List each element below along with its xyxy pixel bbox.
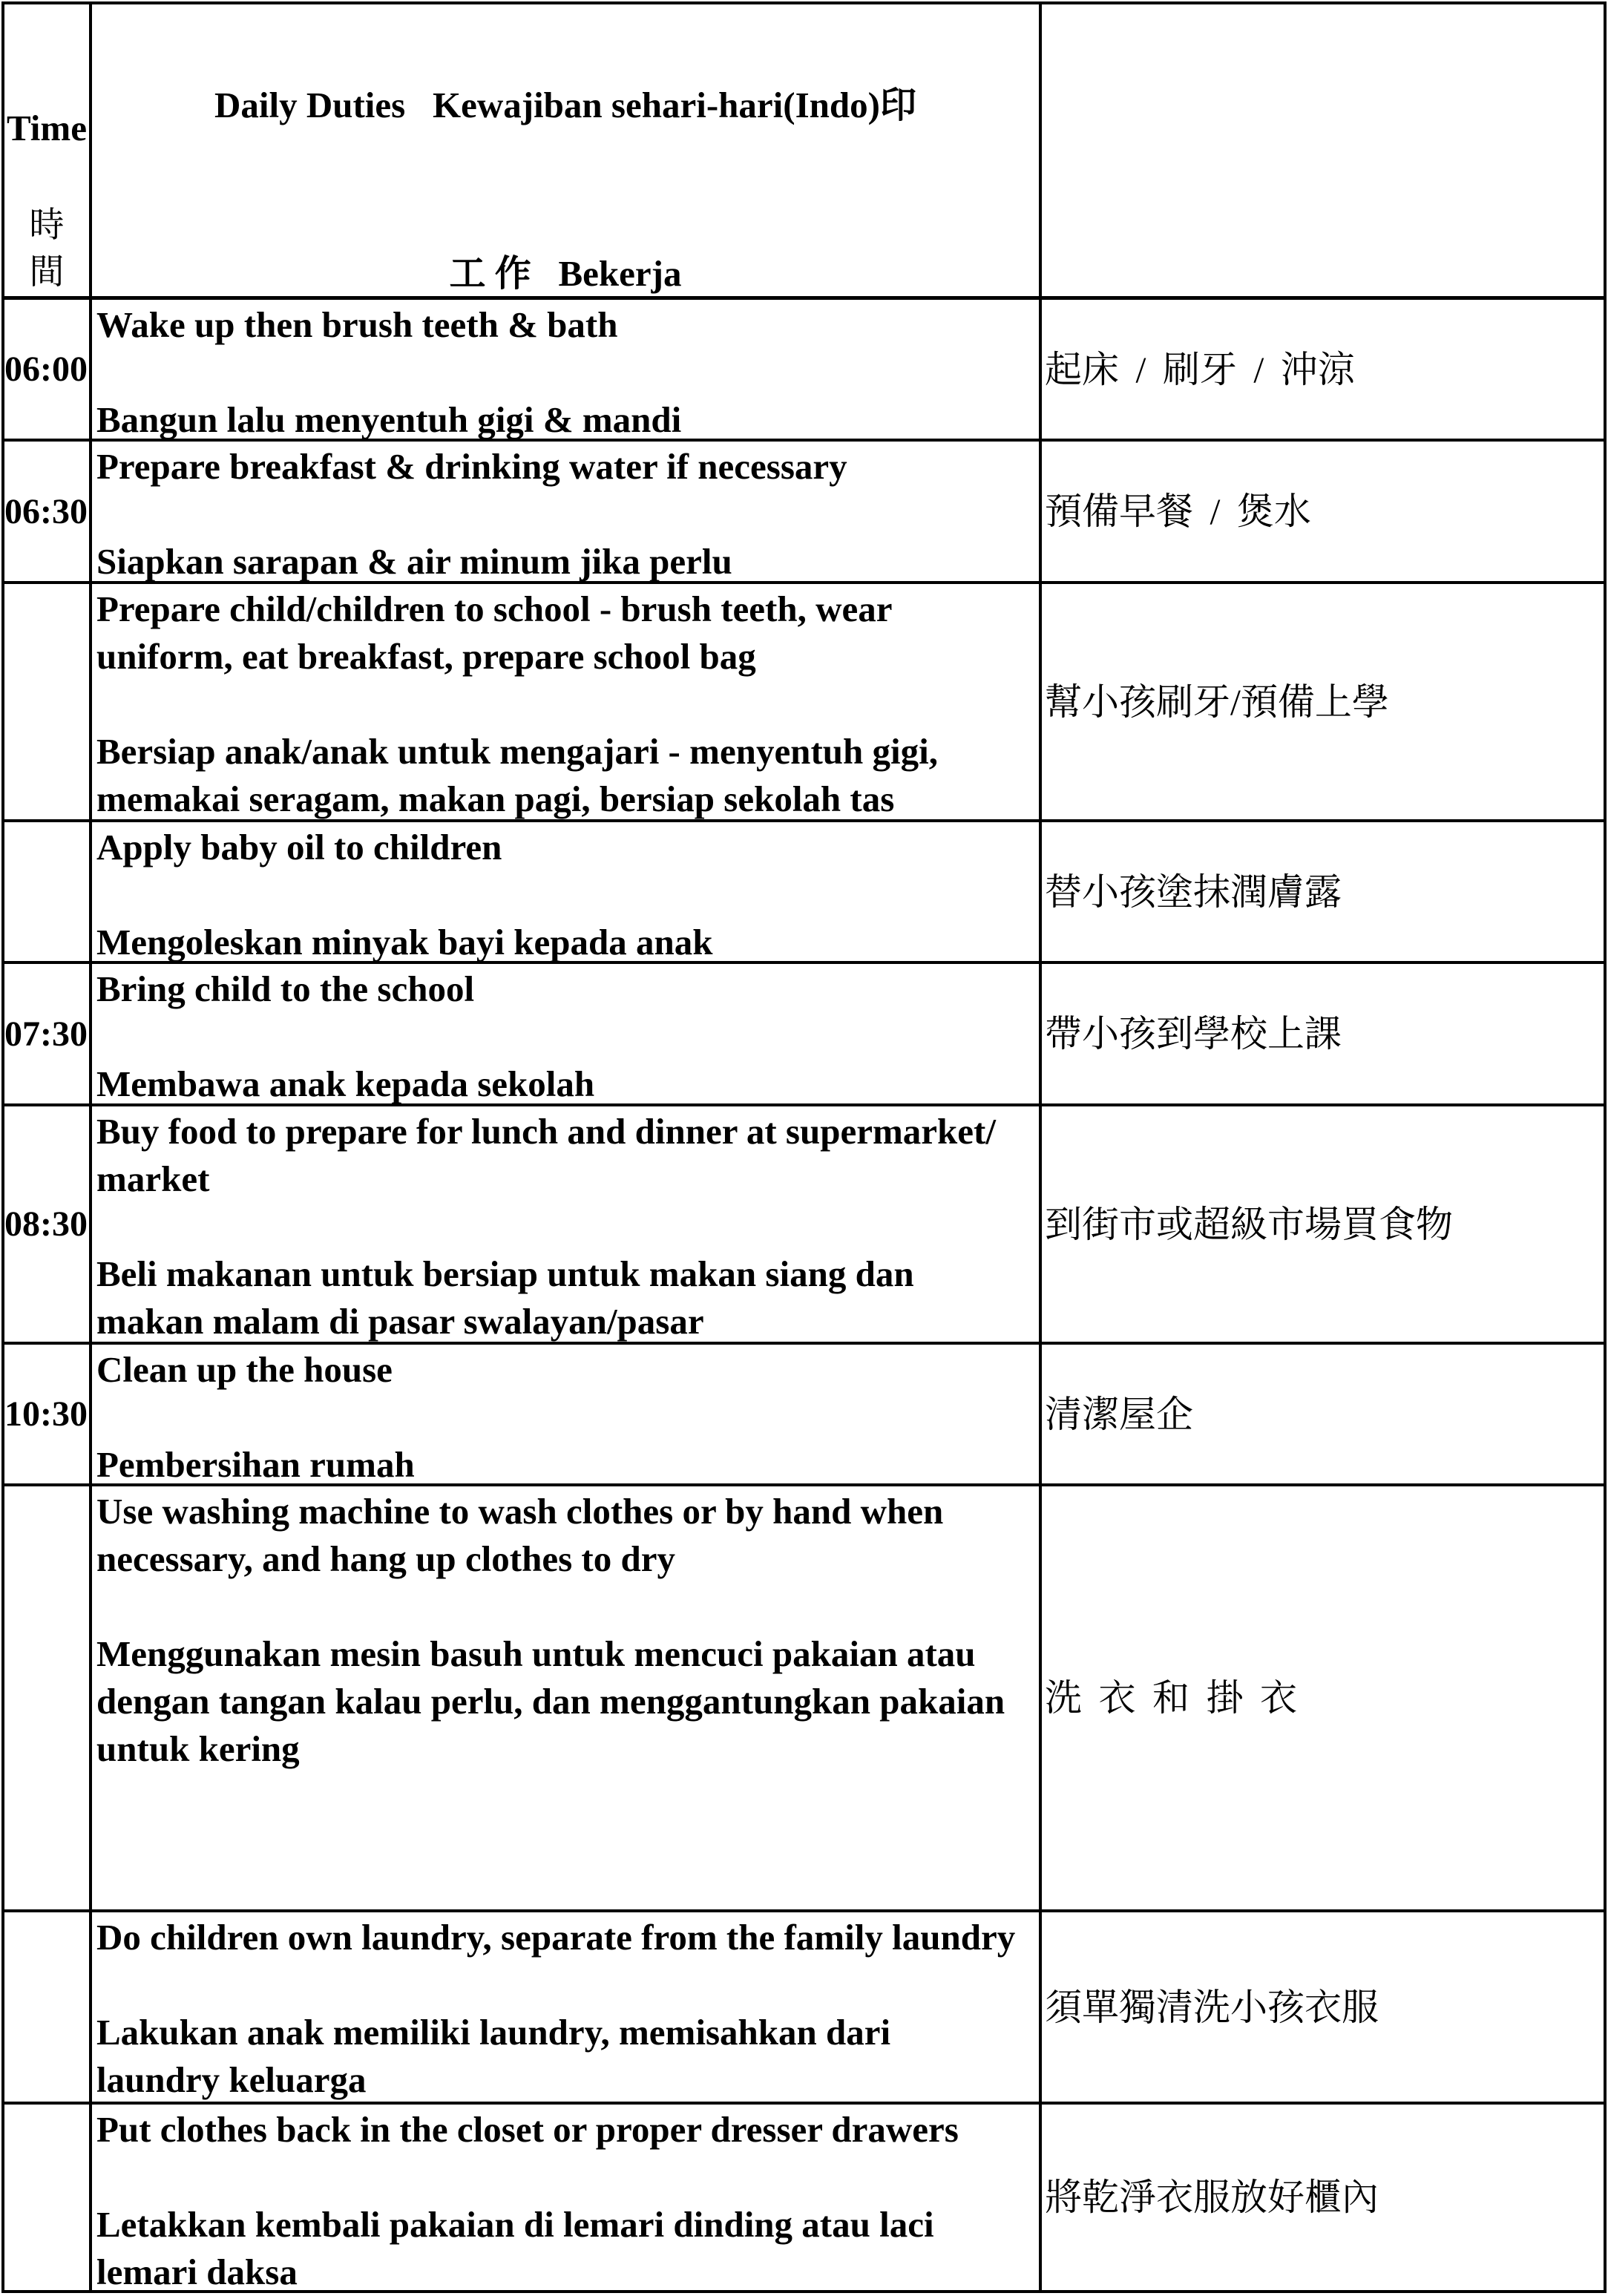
- chinese-cell: [1042, 822, 1607, 964]
- duty-english-line: Put clothes back in the closet or proper dresser drawers: [96, 2109, 959, 2150]
- duty-cell: [92, 822, 1042, 964]
- duty-chinese: 幫小孩刷牙/預備上學: [1045, 680, 1389, 723]
- duty-indonesian-line: Bangun lalu menyentuh gigi & mandi: [96, 399, 682, 440]
- duty-cell: [92, 584, 1042, 822]
- time-cell: [4, 1345, 92, 1486]
- duty-english-line: Bring child to the school: [96, 968, 475, 1009]
- chinese-cell: [1042, 1486, 1607, 1912]
- duty-indonesian-line: Bersiap anak/anak untuk mengajari - menyentuh gigi,: [96, 731, 938, 772]
- time-value: 06:30: [4, 491, 88, 531]
- duty-cell: [92, 1345, 1042, 1486]
- time-cell: [4, 822, 92, 964]
- chinese-cell: [1042, 964, 1607, 1106]
- duty-english-line: Prepare child/children to school - brush teeth, wear: [96, 588, 893, 629]
- time-cell: [4, 584, 92, 822]
- time-cell: [4, 2105, 92, 2293]
- duty-indonesian-line: Letakkan kembali pakaian di lemari dinding atau laci: [96, 2204, 934, 2245]
- duty-english-line: Wake up then brush teeth & bath: [96, 304, 618, 345]
- chinese-cell: [1042, 442, 1607, 584]
- duty-indonesian-line: makan malam di pasar swalayan/pasar: [96, 1301, 704, 1342]
- duty-indonesian-line: dengan tangan kalau perlu, dan menggantungkan pakaian: [96, 1681, 1005, 1722]
- chinese-cell: [1042, 584, 1607, 822]
- duty-cell: [92, 1106, 1042, 1345]
- duty-indonesian-line: lemari daksa: [96, 2251, 298, 2292]
- time-header-zh-char: 時: [29, 206, 65, 245]
- duty-cell: [92, 1912, 1042, 2105]
- time-cell: [4, 1912, 92, 2105]
- duties-header-title: Daily Duties Kewajiban sehari-hari(Indo)印: [214, 85, 916, 125]
- header-time-cell: [4, 4, 92, 300]
- duties-header-subtitle: 工 作 Bekerja: [449, 253, 682, 294]
- duty-indonesian-line: Lakukan anak memiliki laundry, memisahkan dari: [96, 2012, 891, 2053]
- chinese-cell: [1042, 300, 1607, 442]
- duty-indonesian-line: Mengoleskan minyak bayi kepada anak: [96, 922, 713, 962]
- time-value: 07:30: [4, 1014, 88, 1054]
- duty-chinese: 到街市或超級市場買食物: [1045, 1203, 1453, 1245]
- chinese-cell: [1042, 1345, 1607, 1486]
- duty-chinese: 起床 / 刷牙 / 沖涼: [1045, 348, 1355, 390]
- duty-indonesian-line: Siapkan sarapan & air minum jika perlu: [96, 541, 732, 582]
- duty-chinese: 帶小孩到學校上課: [1045, 1013, 1342, 1054]
- duty-chinese: 預備早餐 / 煲水: [1045, 491, 1311, 532]
- header-duties-cell: [92, 4, 1042, 300]
- duty-indonesian-line: Menggunakan mesin basuh untuk mencuci pakaian atau: [96, 1633, 976, 1674]
- duty-indonesian-line: Beli makanan untuk bersiap untuk makan siang dan: [96, 1253, 914, 1294]
- time-cell: [4, 1486, 92, 1912]
- duty-english-line: uniform, eat breakfast, prepare school bag: [96, 636, 756, 677]
- duty-english-line: market: [96, 1158, 210, 1199]
- duty-chinese: 清潔屋企: [1045, 1393, 1193, 1435]
- time-cell: [4, 300, 92, 442]
- duty-chinese: 將乾淨衣服放好櫃內: [1045, 2177, 1379, 2218]
- time-value: 06:00: [4, 350, 88, 389]
- chinese-cell: [1042, 2105, 1607, 2293]
- duty-english-line: Prepare breakfast & drinking water if necessary: [96, 446, 847, 487]
- duty-cell: [92, 442, 1042, 584]
- duty-indonesian-line: memakai seragam, makan pagi, bersiap sekolah tas: [96, 778, 895, 819]
- duty-english-line: necessary, and hang up clothes to dry: [96, 1538, 676, 1579]
- duty-english-line: Apply baby oil to children: [96, 827, 502, 867]
- duty-cell: [92, 300, 1042, 442]
- duty-english-line: Clean up the house: [96, 1349, 393, 1390]
- duty-chinese: 須單獨清洗小孩衣服: [1045, 1986, 1379, 2028]
- time-cell: [4, 964, 92, 1106]
- time-value: 08:30: [4, 1204, 88, 1244]
- duty-indonesian-line: untuk kering: [96, 1728, 300, 1769]
- chinese-cell: [1042, 1912, 1607, 2105]
- time-cell: [4, 1106, 92, 1345]
- duty-english-line: Buy food to prepare for lunch and dinner at supermarket/: [96, 1111, 996, 1152]
- duty-english-line: Do children own laundry, separate from the family laundry: [96, 1917, 1016, 1958]
- chinese-cell: [1042, 1106, 1607, 1345]
- duty-indonesian-line: Pembersihan rumah: [96, 1444, 415, 1485]
- time-cell: [4, 442, 92, 584]
- header-blank-cell: [1042, 4, 1607, 300]
- time-header-zh-char: 間: [29, 253, 65, 292]
- duty-indonesian-line: Membawa anak kepada sekolah: [96, 1063, 595, 1104]
- duty-chinese: 替小孩塗抹潤膚露: [1045, 870, 1342, 913]
- duty-cell: [92, 1486, 1042, 1912]
- time-header-label: Time: [7, 108, 87, 148]
- duty-cell: [92, 2105, 1042, 2293]
- duty-chinese: 洗 衣 和 掛 衣: [1045, 1677, 1297, 1719]
- time-value: 10:30: [4, 1394, 88, 1434]
- daily-duties-table: [1, 1, 1607, 2293]
- duty-cell: [92, 964, 1042, 1106]
- duty-english-line: Use washing machine to wash clothes or by hand when: [96, 1491, 944, 1532]
- duty-indonesian-line: laundry keluarga: [96, 2059, 367, 2100]
